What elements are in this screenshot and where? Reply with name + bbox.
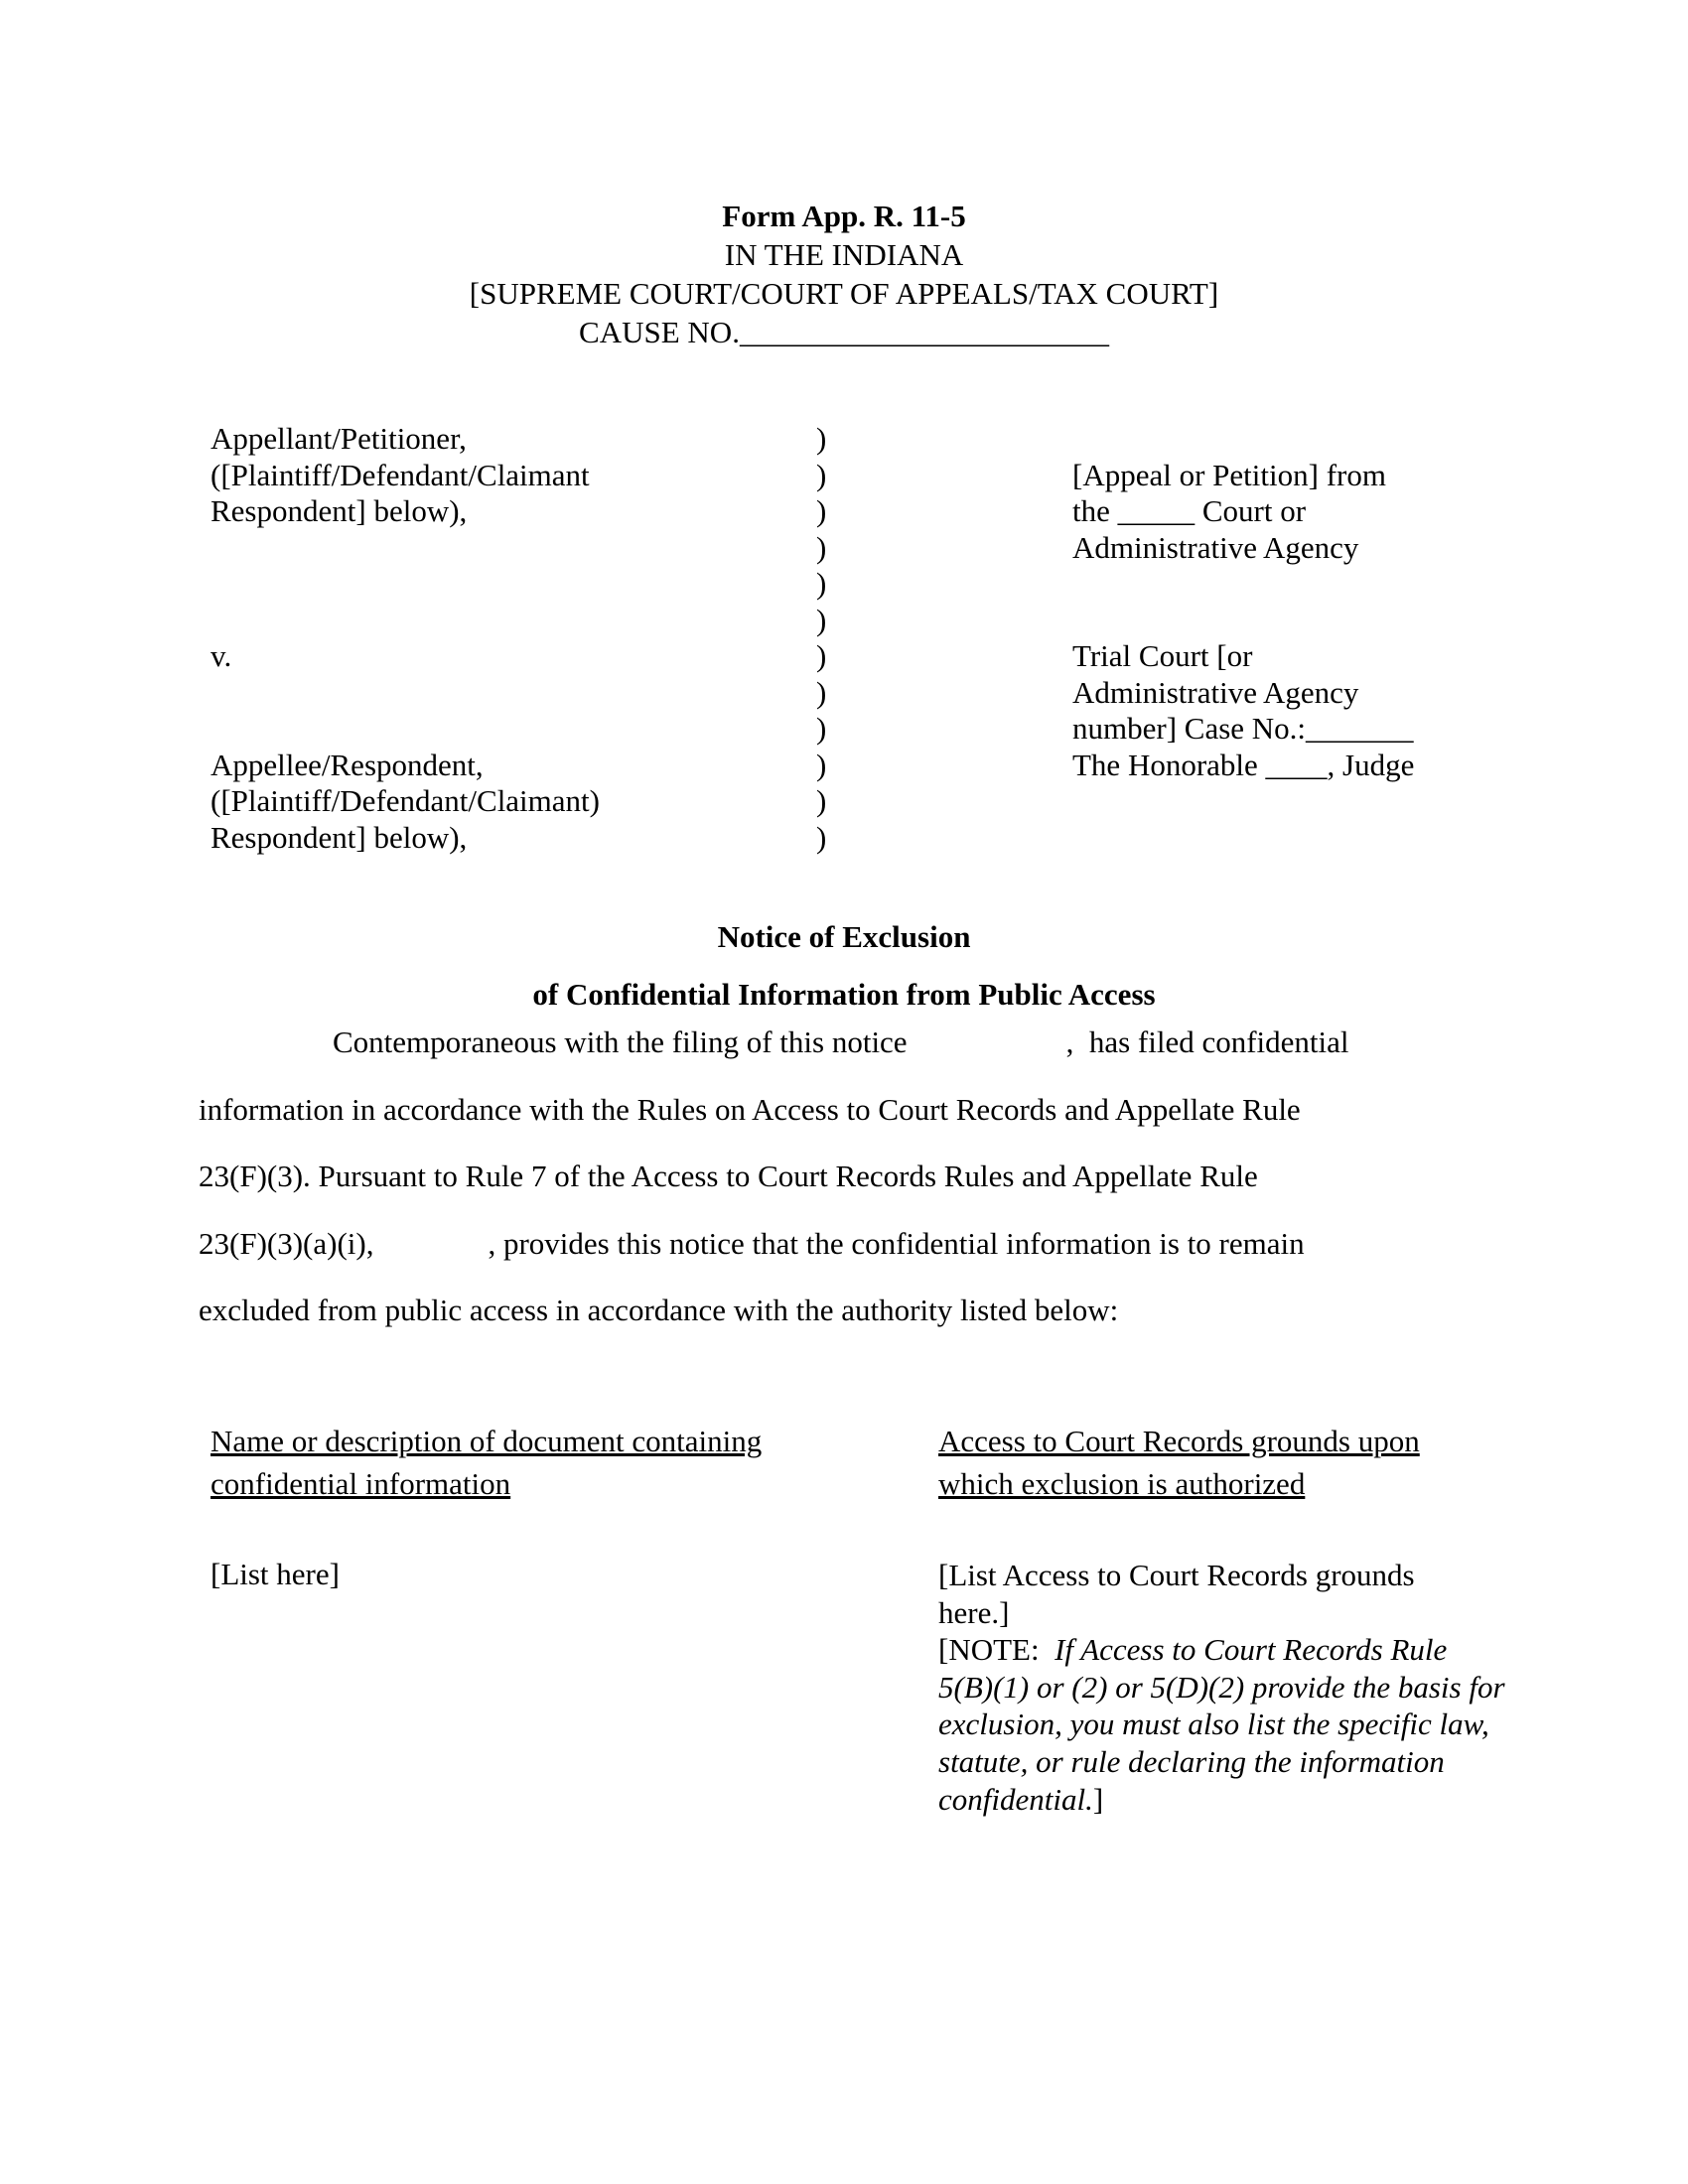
caption-row xyxy=(211,493,1609,530)
grounds-note-line-5 xyxy=(938,1781,1554,1819)
note-label: [NOTE: xyxy=(938,1632,1055,1668)
caption-left-cell xyxy=(211,603,816,639)
caption-paren: ) xyxy=(816,529,827,565)
body-line-5: excluded from public access in accordance with the authority listed below: xyxy=(199,1293,1119,1327)
caption-row xyxy=(211,638,1609,675)
document-title-line2: of Confidential Information from Public Access xyxy=(532,977,1156,1012)
caption-left-cell xyxy=(211,530,816,567)
caption-paren: ) xyxy=(816,783,827,818)
column-header-grounds xyxy=(938,1420,1554,1505)
caption-left-cell: Appellee/Respondent, xyxy=(211,747,484,782)
court-name-line: IN THE INDIANA xyxy=(724,237,964,272)
document-title-line1: Notice of Exclusion xyxy=(717,919,971,954)
caption-left-cell: Respondent] below), xyxy=(211,819,468,855)
body-paragraph xyxy=(199,1023,1579,1358)
caption-right-cell: Administrative Agency xyxy=(1072,529,1359,565)
body-line-4-text: 23(F)(3)(a)(i), xyxy=(199,1225,374,1261)
grounds-line-1: [List Access to Court Records grounds xyxy=(938,1558,1415,1592)
caption-paren: ) xyxy=(816,566,827,601)
form-header xyxy=(0,197,1688,351)
caption-row xyxy=(211,421,1609,458)
caption-left-cell xyxy=(211,711,816,748)
body-line-1 xyxy=(199,1023,1579,1090)
caption-paren: ) xyxy=(816,457,827,492)
column-header-document-line1: Name or description of document containing xyxy=(211,1424,763,1458)
note-closing-bracket: ] xyxy=(1092,1781,1104,1817)
caption-row xyxy=(211,530,1609,567)
caption-row xyxy=(211,820,1609,857)
caption-right-cell: Administrative Agency xyxy=(1072,674,1359,710)
grounds-note-line-2: 5(B)(1) or (2) or 5(D)(2) provide the basis for xyxy=(938,1669,1505,1705)
caption-row xyxy=(211,566,1609,603)
caption-row xyxy=(211,603,1609,639)
caption-paren: ) xyxy=(816,819,827,855)
caption-paren: ) xyxy=(816,747,827,782)
caption-left-cell: Appellant/Petitioner, xyxy=(211,421,467,456)
caption-right-cell xyxy=(1072,603,1609,639)
body-line-1-continued: , has filed confidential xyxy=(1065,1024,1349,1059)
caption-left-cell: ([Plaintiff/Defendant/Claimant) xyxy=(211,783,600,818)
caption-left-cell xyxy=(211,566,816,603)
caption-right-cell: The Honorable ____, Judge xyxy=(1072,747,1415,782)
caption-paren: ) xyxy=(816,602,827,637)
caption-paren: ) xyxy=(816,493,827,528)
caption-right-cell xyxy=(1072,421,1609,458)
caption-right-cell xyxy=(1072,566,1609,603)
note-italic-end: confidential. xyxy=(938,1781,1093,1817)
note-italic-text: If Access to Court Records Rule xyxy=(1055,1632,1448,1668)
grounds-list-cell xyxy=(938,1557,1554,1818)
body-line-4 xyxy=(199,1224,1579,1292)
court-options-line: [SUPREME COURT/COURT OF APPEALS/TAX COURT] xyxy=(469,276,1219,311)
column-header-grounds-line2: which exclusion is authorized xyxy=(938,1466,1306,1501)
cause-no-line: CAUSE NO.________________________ xyxy=(579,315,1109,349)
caption-right-cell xyxy=(1072,783,1609,820)
caption-right-cell: number] Case No.:_______ xyxy=(1072,711,1414,746)
caption-right-cell: the _____ Court or xyxy=(1072,493,1307,528)
caption-right-cell: [Appeal or Petition] from xyxy=(1072,457,1386,492)
grounds-line-2: here.] xyxy=(938,1594,1010,1630)
caption-left-cell xyxy=(211,675,816,712)
grounds-note-line-1 xyxy=(938,1631,1554,1669)
body-line-3: 23(F)(3). Pursuant to Rule 7 of the Access to Court Records Rules and Appellate Rule xyxy=(199,1159,1258,1193)
caption-left-cell: v. xyxy=(211,638,232,673)
caption-row xyxy=(211,458,1609,494)
body-line-2: information in accordance with the Rules on Access to Court Records and Appellate Rule xyxy=(199,1091,1301,1127)
column-header-grounds-line1: Access to Court Records grounds upon xyxy=(938,1424,1420,1458)
caption-paren: ) xyxy=(816,421,827,456)
caption-row xyxy=(211,675,1609,712)
caption-row xyxy=(211,711,1609,748)
form-number: Form App. R. 11-5 xyxy=(722,199,966,233)
caption-paren: ) xyxy=(816,711,827,746)
case-caption xyxy=(211,421,1609,856)
grounds-note-line-3: exclusion, you must also list the specific law, xyxy=(938,1706,1489,1742)
caption-right-cell xyxy=(1072,820,1609,857)
body-line-1-text: Contemporaneous with the filing of this notice xyxy=(333,1024,908,1059)
caption-left-cell: Respondent] below), xyxy=(211,493,468,528)
caption-paren: ) xyxy=(816,638,827,673)
grounds-note-line-4: statute, or rule declaring the information xyxy=(938,1743,1445,1779)
caption-paren: ) xyxy=(816,674,827,710)
column-header-document-line2: confidential information xyxy=(211,1466,511,1501)
caption-left-cell: ([Plaintiff/Defendant/Claimant xyxy=(211,457,590,492)
caption-right-cell: Trial Court [or xyxy=(1072,638,1253,673)
caption-row xyxy=(211,748,1609,784)
caption-row xyxy=(211,783,1609,820)
document-list-placeholder: [List here] xyxy=(211,1557,340,1591)
body-line-4-continued: , provides this notice that the confidential information is to remain xyxy=(488,1225,1305,1261)
column-header-document xyxy=(211,1420,906,1505)
